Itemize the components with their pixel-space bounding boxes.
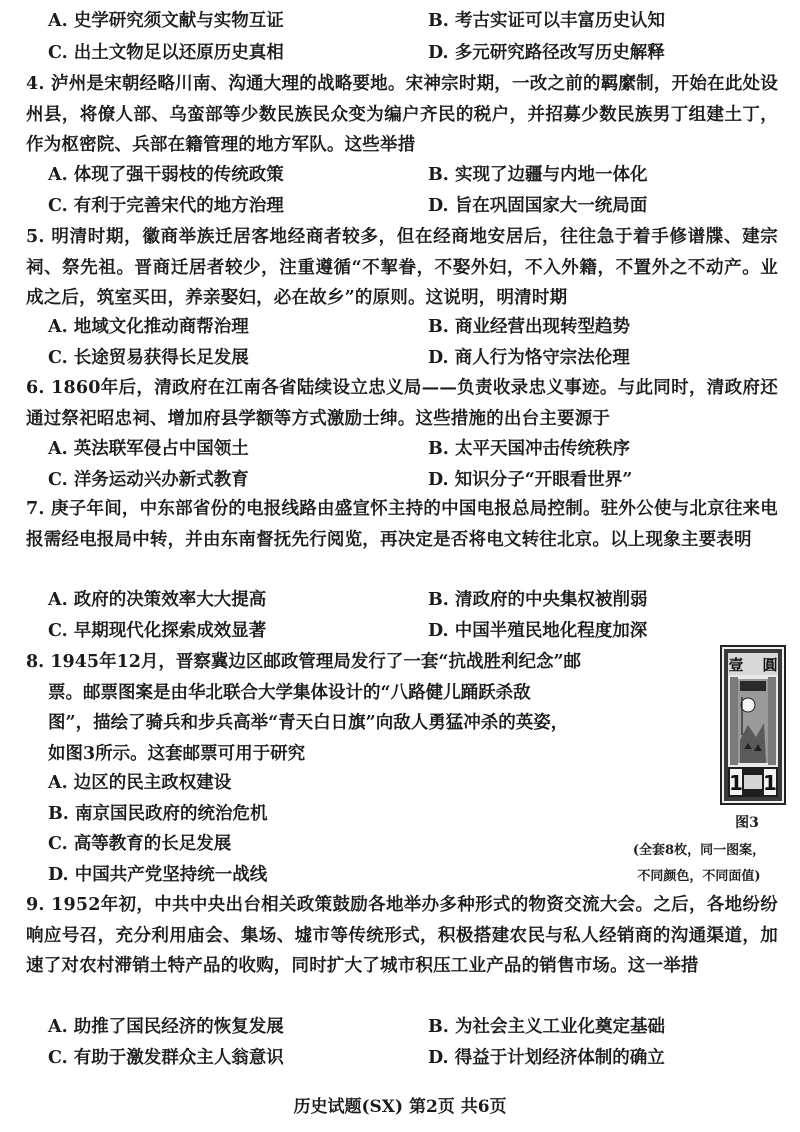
q7-option-c[interactable]: C. 早期现代化探索成效显著: [48, 621, 267, 641]
q8-stem-line-3: 图”，描绘了骑兵和步兵高举“青天白日旗”向敌人勇猛冲杀的英姿，: [48, 713, 569, 733]
figure-3-note-line-2: 不同颜色，不同面值): [637, 869, 761, 884]
stamp-top-right-char: 圓: [762, 656, 778, 674]
q4-option-c[interactable]: C. 有利于完善宋代的地方治理: [48, 196, 284, 216]
stamp-value-right: 1: [763, 771, 777, 795]
q4-option-d[interactable]: D. 旨在巩固国家大一统局面: [428, 196, 648, 216]
q3-option-b[interactable]: B. 考古实证可以丰富历史认知: [428, 11, 665, 31]
q8-option-a[interactable]: A. 边区的民主政权建设: [48, 773, 232, 793]
q8-stem-line-1: 8. 1945年12月，晋察冀边区邮政管理局发行了一套“抗战胜利纪念”邮: [26, 652, 582, 672]
q7-option-b[interactable]: B. 清政府的中央集权被削弱: [428, 590, 648, 610]
q3-option-d[interactable]: D. 多元研究路径改写历史解释: [428, 43, 665, 63]
q5-option-d[interactable]: D. 商人行为恪守宗法伦理: [428, 348, 630, 368]
q5-option-c[interactable]: C. 长途贸易获得长足发展: [48, 348, 249, 368]
q9-option-a[interactable]: A. 助推了国民经济的恢复发展: [48, 1017, 284, 1037]
stamp-value-left: 1: [729, 771, 743, 795]
q7-stem: 7. 庚子年间，中东部省份的电报线路由盛宣怀主持的中国电报总局控制。驻外公使与北京往来电报需经电报局中转，并由东南督抚先行阅览，再决定是否将电文转往北京。以上现象主要表明: [26, 499, 778, 550]
q4-option-b[interactable]: B. 实现了边疆与内地一体化: [428, 165, 648, 185]
q8-option-b[interactable]: B. 南京国民政府的统治危机: [48, 804, 268, 824]
q4-option-a[interactable]: A. 体现了强干弱枝的传统政策: [48, 165, 284, 185]
figure-3-label: 图3: [735, 815, 759, 831]
q8-stem-line-2: 票。邮票图案是由华北联合大学集体设计的“八路健儿踊跃杀敌: [48, 682, 531, 703]
q6-option-a[interactable]: A. 英法联军侵占中国领土: [48, 439, 249, 459]
q8-option-c[interactable]: C. 高等教育的长足发展: [48, 834, 232, 854]
q6-option-b[interactable]: B. 太平天国冲击传统秩序: [428, 439, 630, 459]
q3-option-c[interactable]: C. 出土文物足以还原历史真相: [48, 43, 284, 63]
q9-stem: 9. 1952年初，中共中央出台相关政策鼓励各地举办多种形式的物资交流大会。之后，各地纷纷响应号召，充分利用庙会、集场、墟市等传统形式，积极搭建农民与私人经销商的沟通渠道，加速了对农村滞销土特产品的收购，同时扩大了城市积压工业产品的销售市场。这一举措: [26, 895, 778, 976]
page-footer: 历史试题(SX) 第2页 共6页: [293, 1097, 507, 1117]
q6-option-d[interactable]: D. 知识分子“开眼看世界”: [428, 470, 633, 490]
q8-stem: [26, 647, 726, 769]
figure-3-note-line-1: (全套8枚，同一图案，: [632, 843, 766, 858]
q7-option-a[interactable]: A. 政府的决策效率大大提高: [48, 590, 267, 610]
q3-option-a[interactable]: A. 史学研究须文献与实物互证: [48, 11, 284, 31]
q9-option-c[interactable]: C. 有助于激发群众主人翁意识: [48, 1048, 284, 1068]
q8-option-d[interactable]: D. 中国共产党坚持统一战线: [48, 865, 268, 885]
q5-option-b[interactable]: B. 商业经营出现转型趋势: [428, 317, 630, 337]
q4-stem: 4. 泸州是宋朝经略川南、沟通大理的战略要地。宋神宗时期，一改之前的羁縻制，开始在此处设州县，将僚人部、乌蛮部等少数民族民众变为编户齐民的税户，并招募少数民族男丁组建土丁，作为枢密院、兵部在籍管理的地方军队。这些举措: [26, 74, 778, 155]
q5-option-a[interactable]: A. 地域文化推动商帮治理: [48, 317, 249, 337]
q9-option-b[interactable]: B. 为社会主义工业化奠定基础: [428, 1017, 665, 1037]
stamp-image: [720, 645, 786, 805]
figure-3-note: [612, 838, 786, 890]
figure-3-stamp: [720, 645, 786, 805]
q7-option-d[interactable]: D. 中国半殖民地化程度加深: [428, 621, 648, 641]
q6-option-c[interactable]: C. 洋务运动兴办新式教育: [48, 470, 249, 490]
q5-stem: 5. 明清时期，徽商举族迁居客地经商者较多，但在经商地安居后，往往急于着手修谱牒、建宗祠、祭先祖。晋商迁居者较少，注重遵循“不挈眷，不娶外妇，不入外籍，不置外之不动产。业成之后，筑室买田，养亲娶妇，必在故乡”的原则。这说明，明清时期: [26, 227, 778, 308]
q8-stem-line-4: 如图3所示。这套邮票可用于研究: [48, 743, 306, 764]
q6-stem: 6. 1860年后，清政府在江南各省陆续设立忠义局——负责收录忠义事迹。与此同时，清政府还通过祭祀昭忠祠、增加府县学额等方式激励士绅。这些措施的出台主要源于: [26, 378, 778, 429]
stamp-top-left-char: 壹: [728, 656, 744, 674]
q9-option-d[interactable]: D. 得益于计划经济体制的确立: [428, 1048, 665, 1068]
